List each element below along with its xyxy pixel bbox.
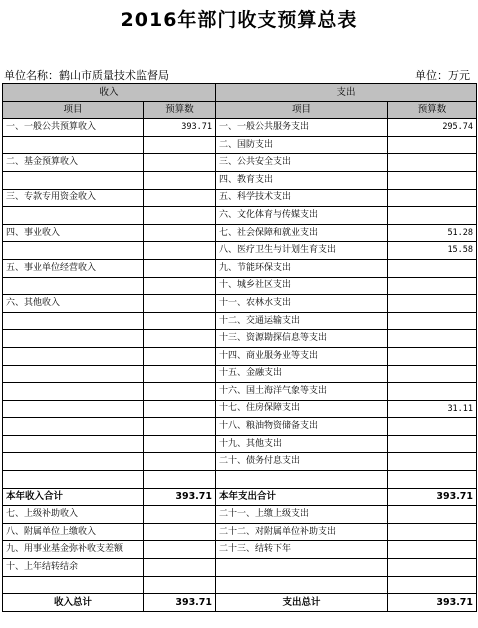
income-item [3, 400, 144, 418]
expense-amount [388, 189, 477, 207]
table-row [3, 330, 477, 348]
income-amount [144, 312, 216, 330]
income-item [3, 207, 144, 225]
expense-amount [388, 207, 477, 225]
income-item: 三、专款专用资金收入 [3, 189, 144, 207]
expense-amount: 31.11 [388, 400, 477, 418]
income-amount [144, 295, 216, 313]
expense-amount [388, 295, 477, 313]
blank-cell [216, 471, 388, 489]
expense-amount [388, 541, 477, 559]
income-amount [144, 418, 216, 436]
expense-item: 十七、住房保障支出 [216, 400, 388, 418]
income-amount [144, 365, 216, 383]
expense-amount [388, 347, 477, 365]
income-item [3, 136, 144, 154]
table-row [3, 277, 477, 295]
expense-amount: 51.28 [388, 224, 477, 242]
expense-amount [388, 506, 477, 524]
income-item: 九、用事业基金弥补收支差额 [3, 541, 144, 559]
income-item [3, 171, 144, 189]
expense-item: 十一、农林水支出 [216, 295, 388, 313]
income-amount: 393.71 [144, 119, 216, 137]
table-row [3, 435, 477, 453]
expense-item: 五、科学技术支出 [216, 189, 388, 207]
income-amount [144, 171, 216, 189]
expense-item: 十八、粮油物资储备支出 [216, 418, 388, 436]
income-amount [144, 523, 216, 541]
table-row [3, 154, 477, 172]
expense-total-label: 支出总计 [216, 594, 388, 612]
income-item: 十、上年结转结余 [3, 559, 144, 577]
table-row [3, 119, 477, 137]
income-item: 六、其他收入 [3, 295, 144, 313]
income-item: 五、事业单位经营收入 [3, 259, 144, 277]
blank-cell [216, 576, 388, 594]
expense-item: 二十、债务付息支出 [216, 453, 388, 471]
expense-item: 九、节能环保支出 [216, 259, 388, 277]
income-amount [144, 207, 216, 225]
expense-item: 七、社会保障和就业支出 [216, 224, 388, 242]
total-row [3, 594, 477, 612]
income-budget-header: 预算数 [144, 101, 216, 119]
income-amount [144, 559, 216, 577]
income-amount [144, 242, 216, 260]
page-title: 2016年部门收支预算总表 [120, 9, 358, 31]
expense-amount: 15.58 [388, 242, 477, 260]
expense-amount [388, 136, 477, 154]
expense-amount [388, 383, 477, 401]
expense-item: 十、城乡社区支出 [216, 277, 388, 295]
income-item [3, 453, 144, 471]
expense-subtotal-label: 本年支出合计 [216, 488, 388, 506]
table-row [3, 347, 477, 365]
expense-item: 二十一、上缴上级支出 [216, 506, 388, 524]
income-amount [144, 259, 216, 277]
income-amount [144, 277, 216, 295]
income-amount [144, 383, 216, 401]
income-amount [144, 224, 216, 242]
blank-row [3, 576, 477, 594]
income-item [3, 312, 144, 330]
table-row [3, 189, 477, 207]
income-amount [144, 400, 216, 418]
expense-item: 十六、国土海洋气象等支出 [216, 383, 388, 401]
expense-amount [388, 259, 477, 277]
expense-item [216, 559, 388, 577]
expense-budget-header: 预算数 [388, 101, 477, 119]
income-item [3, 277, 144, 295]
table-row [3, 136, 477, 154]
income-total-label: 收入总计 [3, 594, 144, 612]
blank-row [3, 471, 477, 489]
income-item [3, 242, 144, 260]
income-total-amount: 393.71 [144, 594, 216, 612]
expense-item: 十二、交通运输支出 [216, 312, 388, 330]
table-row [3, 383, 477, 401]
expense-amount [388, 365, 477, 383]
meta-line [4, 67, 470, 83]
expense-item: 十五、金融支出 [216, 365, 388, 383]
income-amount [144, 506, 216, 524]
amount-unit: 单位：万元 [415, 69, 470, 82]
income-header: 收入 [3, 84, 216, 102]
income-item [3, 330, 144, 348]
table-row [3, 242, 477, 260]
expense-item: 二十二、对附属单位补助支出 [216, 523, 388, 541]
expense-item: 八、医疗卫生与计划生育支出 [216, 242, 388, 260]
income-subtotal-label: 本年收入合计 [3, 488, 144, 506]
table-row [3, 312, 477, 330]
income-item: 七、上级补助收入 [3, 506, 144, 524]
expense-amount [388, 330, 477, 348]
expense-item: 四、教育支出 [216, 171, 388, 189]
income-item-header: 项目 [3, 101, 144, 119]
expense-item: 十四、商业服务业等支出 [216, 347, 388, 365]
expense-amount [388, 523, 477, 541]
table-row [3, 259, 477, 277]
income-item [3, 383, 144, 401]
table-row [3, 506, 477, 524]
subtotal-row [3, 488, 477, 506]
expense-subtotal-amount: 393.71 [388, 488, 477, 506]
income-amount [144, 347, 216, 365]
expense-item: 十三、资源勘探信息等支出 [216, 330, 388, 348]
income-item: 一、一般公共预算收入 [3, 119, 144, 137]
expense-amount [388, 277, 477, 295]
expense-amount [388, 418, 477, 436]
income-subtotal-amount: 393.71 [144, 488, 216, 506]
income-amount [144, 189, 216, 207]
table-row [3, 365, 477, 383]
expense-amount: 295.74 [388, 119, 477, 137]
blank-cell [388, 576, 477, 594]
blank-cell [3, 471, 144, 489]
table-row [3, 224, 477, 242]
income-item [3, 347, 144, 365]
expense-item: 三、公共安全支出 [216, 154, 388, 172]
income-item [3, 435, 144, 453]
table-row [3, 295, 477, 313]
blank-cell [144, 576, 216, 594]
table-row [3, 541, 477, 559]
expense-amount [388, 435, 477, 453]
blank-cell [144, 471, 216, 489]
unit-name: 单位名称：鹤山市质量技术监督局 [4, 69, 169, 82]
expense-item: 二、国防支出 [216, 136, 388, 154]
income-amount [144, 541, 216, 559]
income-item [3, 365, 144, 383]
income-amount [144, 330, 216, 348]
expense-amount [388, 154, 477, 172]
expense-amount [388, 453, 477, 471]
section-header-row [3, 84, 477, 102]
blank-cell [388, 471, 477, 489]
column-header-row [3, 101, 477, 119]
income-item: 八、附属单位上缴收入 [3, 523, 144, 541]
expense-item-header: 项目 [216, 101, 388, 119]
income-item: 四、事业收入 [3, 224, 144, 242]
income-item: 二、基金预算收入 [3, 154, 144, 172]
table-row [3, 171, 477, 189]
blank-cell [3, 576, 144, 594]
income-amount [144, 453, 216, 471]
income-amount [144, 154, 216, 172]
table-row [3, 400, 477, 418]
expense-amount [388, 559, 477, 577]
expense-total-amount: 393.71 [388, 594, 477, 612]
table-row [3, 523, 477, 541]
budget-table [2, 83, 477, 612]
expense-item: 二十三、结转下年 [216, 541, 388, 559]
table-row [3, 418, 477, 436]
expense-item: 六、文化体育与传媒支出 [216, 207, 388, 225]
table-row [3, 453, 477, 471]
expense-item: 十九、其他支出 [216, 435, 388, 453]
income-item [3, 418, 144, 436]
expense-amount [388, 171, 477, 189]
expense-header: 支出 [216, 84, 477, 102]
expense-item: 一、一般公共服务支出 [216, 119, 388, 137]
income-amount [144, 136, 216, 154]
income-amount [144, 435, 216, 453]
expense-amount [388, 312, 477, 330]
table-row [3, 559, 477, 577]
table-row [3, 207, 477, 225]
